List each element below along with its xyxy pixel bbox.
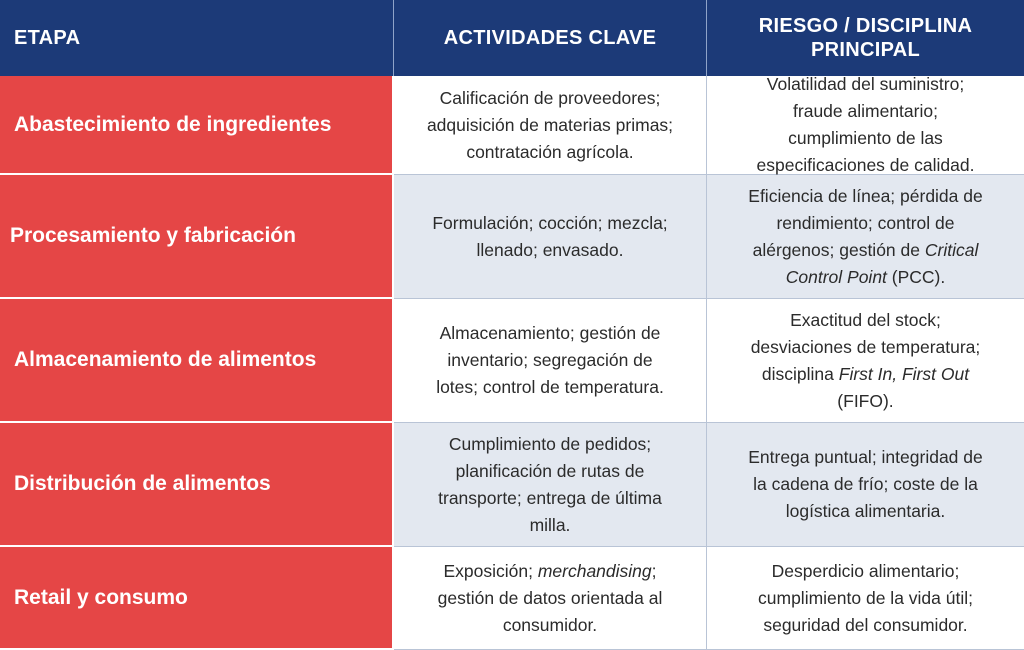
header-etapa-label: ETAPA — [14, 26, 81, 49]
stage-cell-distribucion — [0, 423, 394, 547]
header-riesgo — [707, 0, 1024, 76]
stage-label: Retail y consumo — [14, 585, 188, 609]
stage-label: Almacenamiento de alimentos — [14, 348, 317, 371]
activities-text — [438, 558, 663, 639]
risk-text-part: Exactitud del stock; desviaciones de temperatura; disciplina — [750, 309, 981, 384]
stage-label: Distribución de alimentos — [14, 472, 271, 495]
stage-label: Abastecimiento de ingredientes — [14, 112, 332, 136]
activities-cell — [394, 175, 707, 299]
activities-cell — [394, 423, 707, 547]
risk-cell — [707, 547, 1024, 650]
stage-cell-almacenamiento — [0, 299, 394, 423]
risk-text-italic: First In, First Out — [838, 363, 970, 384]
header-actividades-label: ACTIVIDADES CLAVE — [443, 27, 657, 49]
activities-text-part: ; gestión de datos orientada al consumidor. — [437, 560, 663, 635]
header-etapa — [0, 0, 394, 76]
risk-cell — [707, 76, 1024, 175]
stage-label: Procesamiento y fabricación — [10, 224, 296, 247]
risk-cell — [707, 423, 1024, 547]
activities-text: Calificación de proveedores; adquisición de materias primas; contratación agrícola. — [426, 87, 674, 162]
header-riesgo-line2: PRINCIPAL — [810, 39, 920, 61]
activities-text-part: Exposición; — [443, 560, 538, 581]
activities-cell — [394, 76, 707, 175]
risk-text: Volatilidad del suministro; fraude alimentario; cumplimiento de las especificaciones de calidad. — [756, 74, 975, 175]
risk-text-part: (PCC). — [886, 266, 946, 287]
activities-text: Almacenamiento; gestión de inventario; segregación de lotes; control de temperatura. — [436, 323, 664, 397]
risk-cell — [707, 299, 1024, 423]
stage-cell-abastecimiento — [0, 76, 394, 175]
risk-text: Entrega puntual; integridad de la cadena de frío; coste de la logística alimentaria. — [748, 447, 983, 521]
stage-cell-procesamiento — [0, 175, 394, 299]
risk-text — [751, 307, 981, 415]
activities-text-italic: merchandising — [537, 560, 652, 581]
activities-text: Formulación; cocción; mezcla; llenado; envasado. — [432, 212, 668, 260]
risk-text-italic: Critical Control Point — [785, 239, 979, 287]
activities-text: Cumplimiento de pedidos; planificación de rutas de transporte; entrega de última milla. — [438, 433, 662, 535]
header-actividades — [394, 0, 707, 76]
activities-cell — [394, 547, 707, 650]
risk-cell — [707, 175, 1024, 299]
risk-text — [748, 183, 982, 291]
risk-text-part: (FIFO). — [837, 390, 894, 411]
risk-text: Desperdicio alimentario; cumplimiento de la vida útil; seguridad del consumidor. — [758, 560, 973, 635]
activities-cell — [394, 299, 707, 423]
stage-cell-retail — [0, 547, 394, 650]
risk-text-part: Eficiencia de línea; pérdida de rendimiento; control de alérgenos; gestión de — [748, 185, 983, 260]
header-riesgo-line1: RIESGO / DISCIPLINA — [758, 15, 973, 37]
